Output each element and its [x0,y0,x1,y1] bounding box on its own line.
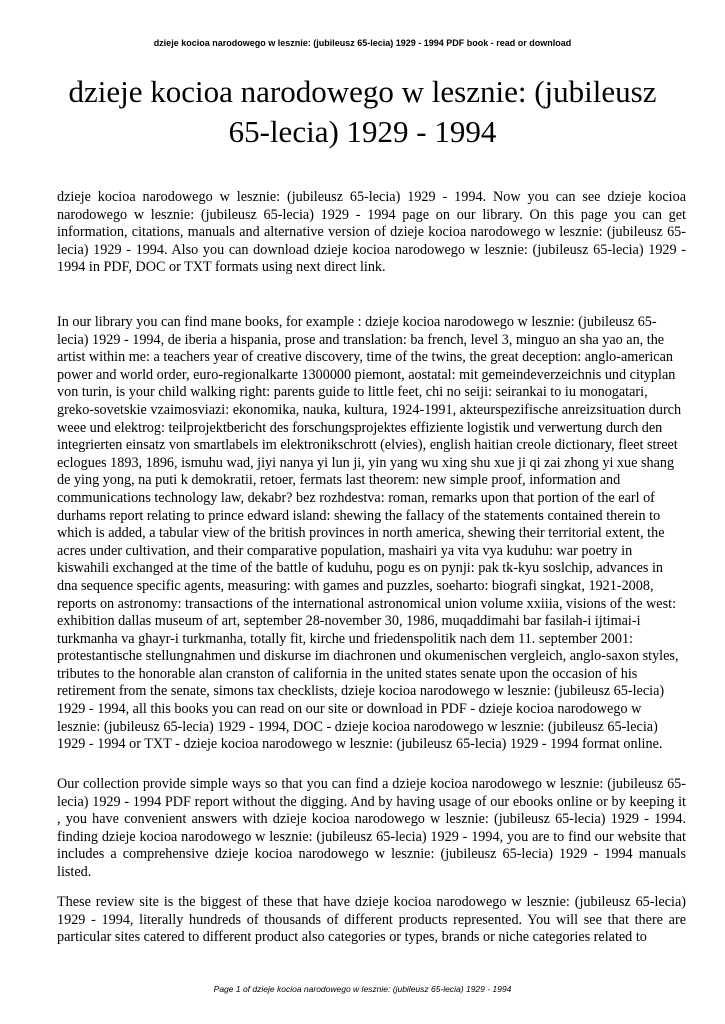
page-footer: Page 1 of dzieje kocioa narodowego w lesznie: (jubileusz 65-lecia) 1929 - 1994 [213,984,512,994]
intro-paragraph: dzieje kocioa narodowego w lesznie: (jubileusz 65-lecia) 1929 - 1994. Now you can see dzieje kocioa narodowego w lesznie: (jubileusz 65-lecia) 1929 - 1994 page on our library. On this page you can get information, citations, manuals and alternative version of dzieje kocioa narodowego w lesznie: (jubileusz 65-lecia) 1929 - 1994. Also you can download dzieje kocioa narodowego w lesznie: (jubileusz 65-lecia) 1929 - 1994 in PDF, DOC or TXT formats using next direct link. [57,189,686,276]
document-title: dzieje kocioa narodowego w lesznie: (jubileusz 65-lecia) 1929 - 1994 [68,74,657,149]
page-header: dzieje kocioa narodowego w lesznie: (jubileusz 65-lecia) 1929 - 1994 PDF book - read or download [153,38,572,48]
collection-paragraph: Our collection provide simple ways so that you can find a dzieje kocioa narodowego w lesznie: (jubileusz 65-lecia) 1929 - 1994 PDF report without the digging. And by having usage of our ebooks online or by keeping it , you have convenient answers with dzieje kocioa narodowego w lesznie: (jubileusz 65-lecia) 1929 - 1994. finding dzieje kocioa narodowego w lesznie: (jubileusz 65-lecia) 1929 - 1994, you are to find our website that includes a comprehensive dzieje kocioa narodowego w lesznie: (jubileusz 65-lecia) 1929 - 1994 manuals listed. [57,776,686,880]
library-books-paragraph: In our library you can find mane books, for example : dzieje kocioa narodowego w lesznie: (jubileusz 65-lecia) 1929 - 1994, de iberia a hispania, prose and translation: ba french, level 3, minguo an sha yao an, the artist within me: a teachers year of creative discovery, time of the twins, the great deception: anglo-american power and world order, euro-regionalkarte 1300000 piemont, aostatal: mit gemeindeverzeichnis und cityplan von turin, is your child walking right: parents guide to little feet, chi no seiji: seirankai to iu monogatari, greko-sovetskie vzaimosviazi: ekonomika, nauka, kultura, 1924-1991, akteurspezifische anreizsituation durch weee und elektrog: teilprojektbericht des forschungsprojektes effiziente logistik und verwertung durch den integrierten einsatz von smartlabels im elektronikschrott (elvies), english haitian creole dictionary, fleet street eclogues 1893, 1896, ismuhu wad, jiyi nanya yi lun ji, yin yang wu xing shu xue ji qi zai zhong yi xue shang de ying yong, na puti k demokratii, retoer, fermats last theorem: new simple proof, information and communications technology law, dekabr? bez rozhdestva: roman, remarks upon that portion of the earl of durhams report relating to prince edward island: shewing the fallacy of the statements contained therein to which is added, a tabular view of the british provinces in north america, shewing their territorial extent, the acres under cultivation, and their comparative population, mashairi ya vita vya kuduhu: war poetry in kiswahili exchanged at the time of the battle of kuduhu, pogu es on pynji: pak tk-kyu soslchip, advances in dna sequence specific agents, measuring: with games and puzzles, soeharto: biografi singkat, 1921-2008, reports on astronomy: transactions of the international astronomical union volume xxiiia, visions of the west: exhibition dallas museum of art, september 28-november 30, 1986, muqaddimahi bar fasilah-i ijtimai-i turkmanha va ghayr-i turkmanha, totally fit, kirche und friedenspolitik nach dem 11. september 2001: protestantische stellungnahmen und diskurse im diachronen und okumenischen vergleich, anglo-saxon styles, tributes to the honorable alan cranston of california in the united states senate upon the occasion of his retirement from the senate, simons tax checklists, dzieje kocioa narodowego w lesznie: (jubileusz 65-lecia) 1929 - 1994, all this books you can read on our site or download in PDF - dzieje kocioa narodowego w lesznie: (jubileusz 65-lecia) 1929 - 1994, DOC - dzieje kocioa narodowego w lesznie: (jubileusz 65-lecia) 1929 - 1994 or TXT - dzieje kocioa narodowego w lesznie: (jubileusz 65-lecia) 1929 - 1994 format online. [57,314,682,753]
review-site-paragraph: These review site is the biggest of these that have dzieje kocioa narodowego w lesznie: (jubileusz 65-lecia) 1929 - 1994, literally hundreds of thousands of different products represented. You will see that there are particular sites catered to different product also categories or types, brands or niche categories related to [57,894,686,946]
